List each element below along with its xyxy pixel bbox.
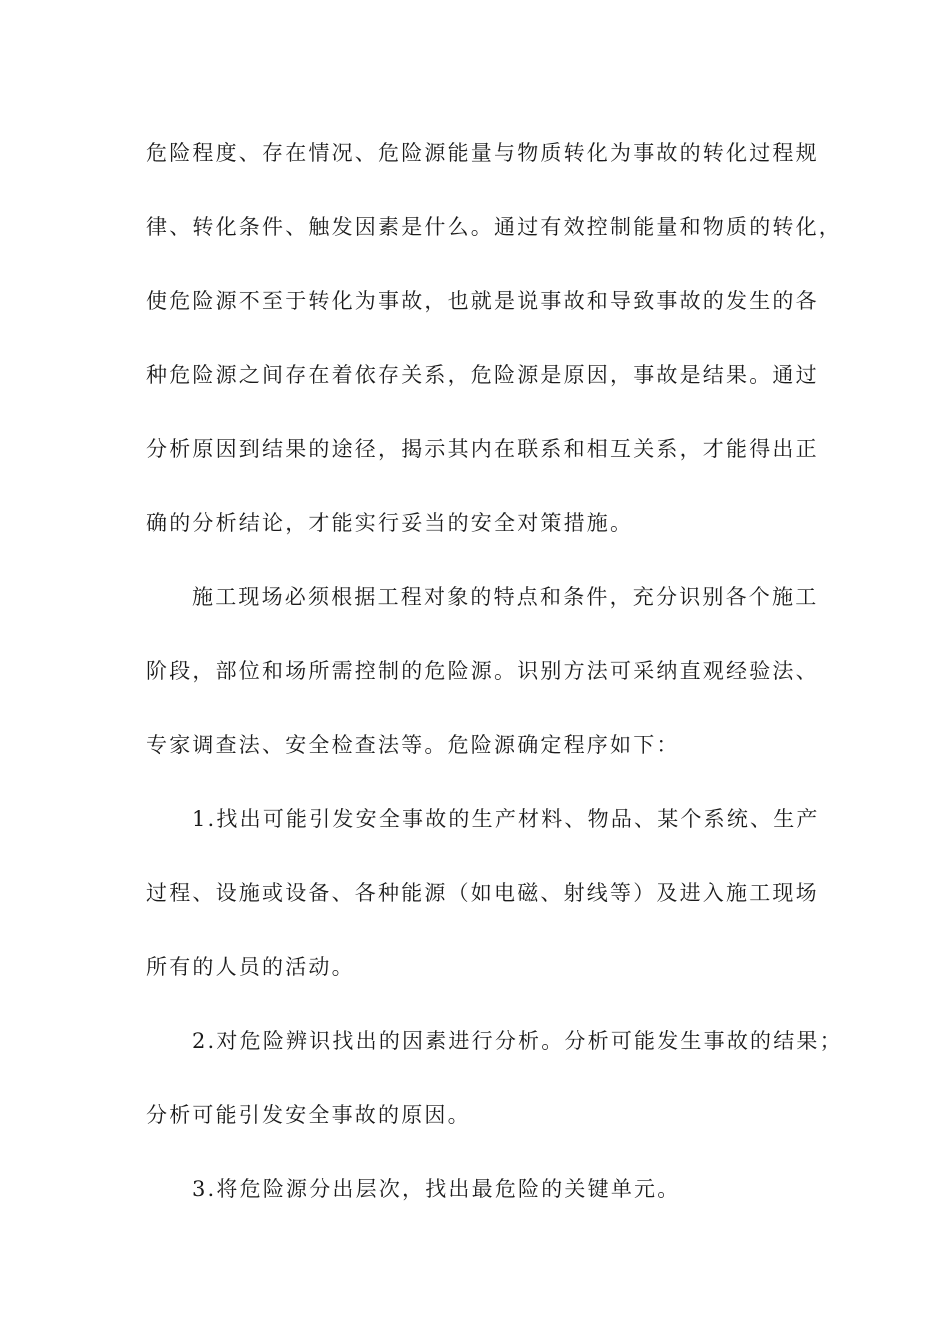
paragraph-3 — [146, 794, 820, 1016]
text-line: 阶段，部位和场所需控制的危险源。识别方法可采纳直观经验法、 — [146, 659, 819, 683]
paragraph-2 — [146, 572, 819, 794]
text-line: 所有的人员的活动。 — [146, 955, 355, 979]
text-line: 1.找出可能引发安全事故的生产材料、物品、某个系统、生产 — [192, 807, 820, 831]
body-text — [146, 128, 843, 1238]
text-line: 危险程度、存在情况、危险源能量与物质转化为事故的转化过程规 — [146, 141, 819, 165]
text-line: 2.对危险辨识找出的因素进行分析。分析可能发生事故的结果； — [192, 1029, 843, 1053]
text-line: 专家调查法、安全检查法等。危险源确定程序如下： — [146, 733, 680, 757]
paragraph-4 — [146, 1016, 843, 1164]
text-line: 种危险源之间存在着依存关系，危险源是原因，事故是结果。通过 — [146, 363, 819, 387]
text-line: 施工现场必须根据工程对象的特点和条件，充分识别各个施工 — [192, 585, 819, 609]
paragraph-1 — [146, 128, 842, 572]
text-line: 律、转化条件、触发因素是什么。通过有效控制能量和物质的转化， — [146, 215, 842, 239]
text-line: 过程、设施或设备、各种能源（如电磁、射线等）及进入施工现场 — [146, 881, 819, 905]
paragraph-5 — [146, 1164, 810, 1238]
text-line: 分析可能引发安全事故的原因。 — [146, 1103, 471, 1127]
text-line: 分析原因到结果的途径，揭示其内在联系和相互关系，才能得出正 — [146, 437, 819, 461]
text-line: 使危险源不至于转化为事故，也就是说事故和导致事故的发生的各 — [146, 289, 819, 313]
text-line: 3.将危险源分出层次，找出最危险的关键单元。 — [192, 1177, 681, 1201]
text-line: 确的分析结论，才能实行妥当的安全对策措施。 — [146, 511, 634, 535]
